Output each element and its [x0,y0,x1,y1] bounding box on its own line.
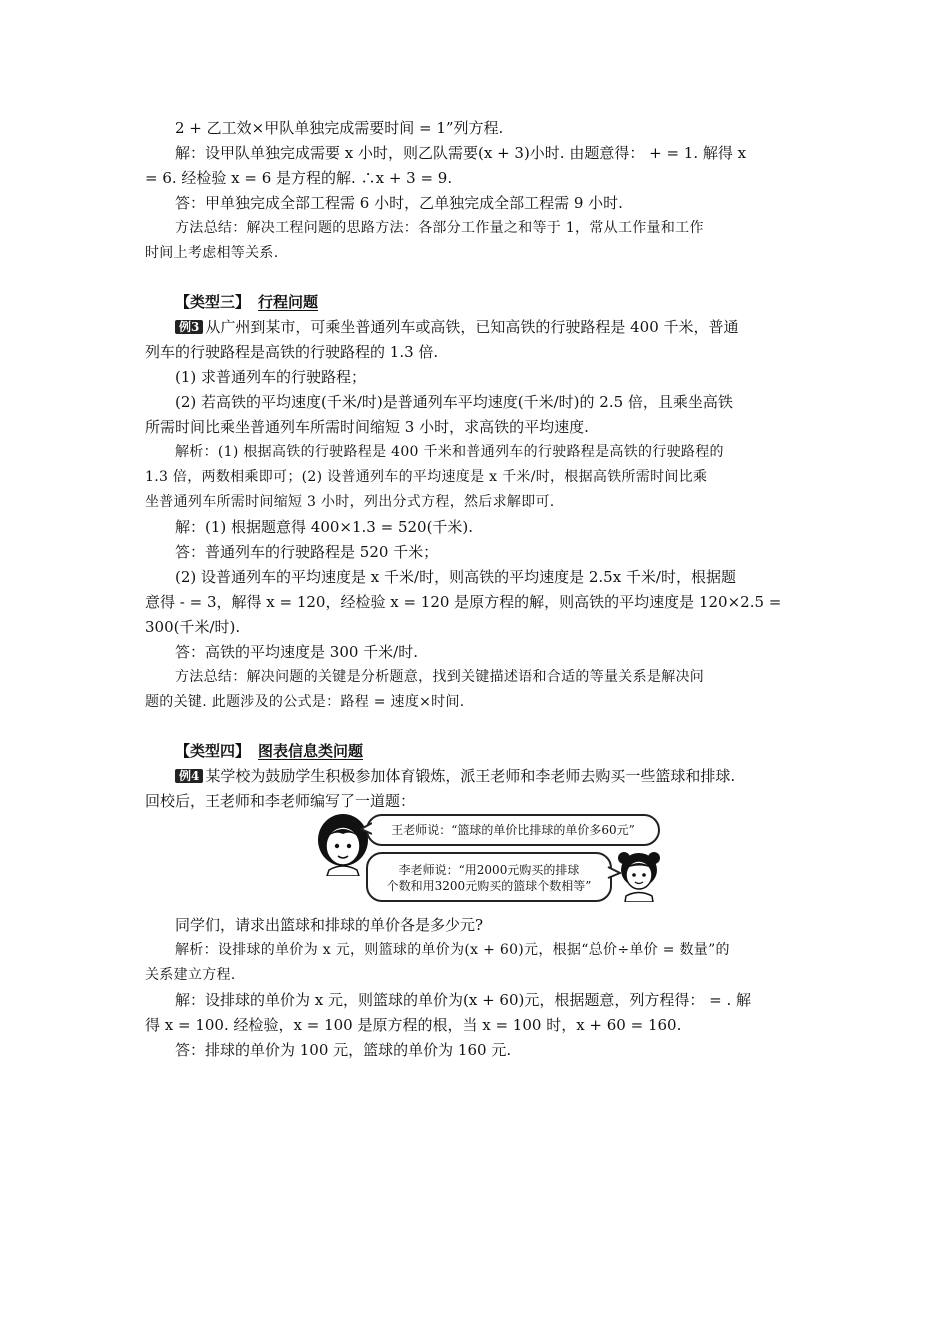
bubble-text: 个数和用3200元购买的篮球个数相等” [386,879,592,893]
analysis-line: 解析：设排球的单价为 x 元，则篮球的单价为(x + 60)元，根据“总价÷单价 = 数量”的 [175,942,730,958]
solution-line: 解：设排球的单价为 x 元，则篮球的单价为(x + 60)元，根据题意，列方程得： = . 解 [175,991,751,1009]
section-bracket: 【类型四】 [175,742,251,760]
method-summary: 方法总结：解决问题的关键是分析题意，找到关键描述语和合适的等量关系是解决问 [175,669,705,685]
section-heading-4 [175,741,840,761]
speech-bubble-wang [366,814,660,846]
solution-line: 答：高铁的平均速度是 300 千米/时. [175,643,418,661]
analysis-line: 1.3 倍，两数相乘即可；(2) 设普通列车的平均速度是 x 千米/时，根据高铁所需时间比乘 [145,469,708,485]
solution-line: 答：普通列车的行驶路程是 520 千米； [175,543,439,561]
text-line: = 6. 经检验 x = 6 是方程的解. ∴x + 3 = 9. [145,169,453,187]
method-summary: 时间上考虑相等关系. [145,245,279,261]
question-line [175,766,840,786]
question-text: 某学校为鼓励学生积极参加体育锻炼，派王老师和李老师去购买一些篮球和排球. [205,767,736,785]
solution-line: (2) 设普通列车的平均速度是 x 千米/时，则高铁的平均速度是 2.5x 千米/时，根据题 [175,568,736,586]
section-title: 图表信息类问题 [258,742,364,760]
solution-line: 答：排球的单价为 100 元，篮球的单价为 160 元. [175,1041,512,1059]
solution-line: 解：(1) 根据题意得 400×1.3 = 520(千米). [175,518,474,536]
text-line: 解：设甲队单独完成需要 x 小时，则乙队需要(x + 3)小时. 由题意得： + = 1. 解得 x [175,144,747,162]
section-bracket: 【类型三】 [175,293,251,311]
question-text: 从广州到某市，可乘坐普通列车或高铁，已知高铁的行驶路程是 400 千米，普通 [205,318,739,336]
text-line: 答：甲单独完成全部工程需 6 小时，乙单独完成全部工程需 9 小时. [175,194,623,212]
section-heading-3 [175,292,840,312]
question-line: 所需时间比乘坐普通列车所需时间缩短 3 小时，求高铁的平均速度. [145,418,589,436]
solution-line: 300(千米/时). [145,618,241,636]
bubble-text: 李老师说：“用2000元购买的排球 [398,863,580,877]
analysis-line: 关系建立方程. [145,967,236,983]
analysis-line: 坐普通列车所需时间缩短 3 小时，列出分式方程，然后求解即可. [145,494,555,510]
question-line: (1) 求普通列车的行驶路程； [175,368,367,386]
bubble-tail [360,822,372,836]
analysis-line: 解析：(1) 根据高铁的行驶路程是 400 千米和普通列车的行驶路程是高铁的行驶路程的 [175,444,724,460]
section-title: 行程问题 [258,293,319,311]
text-line: 2 + 乙工效×甲队单独完成需要时间 = 1”列方程. [175,119,504,137]
question-line: 列车的行驶路程是高铁的行驶路程的 1.3 倍. [145,343,439,361]
method-summary: 题的关键. 此题涉及的公式是：路程 = 速度×时间. [145,694,465,710]
question-line: (2) 若高铁的平均速度(千米/时)是普通列车平均速度(千米/时)的 2.5 倍，且乘坐高铁 [175,393,733,411]
solution-line: 意得 - = 3，解得 x = 120，经检验 x = 120 是原方程的解，则高铁的平均速度是 120×2.5 = [145,593,782,611]
question-line [175,317,840,337]
example-badge: 例3 [175,320,203,334]
speech-bubble-li [366,852,612,902]
teacher-li-illustration [616,848,662,902]
question-line: 同学们，请求出篮球和排球的单价各是多少元? [175,916,484,934]
bubble-text: 王老师说：“篮球的单价比排球的单价多60元” [391,823,635,837]
solution-line: 得 x = 100. 经检验，x = 100 是原方程的根，当 x = 100 时，x + 60 = 160. [145,1016,682,1034]
question-line: 回校后，王老师和李老师编写了一道题： [145,792,416,810]
example-badge: 例4 [175,769,203,783]
method-summary: 方法总结：解决工程问题的思路方法：各部分工作量之和等于 1，常从工作量和工作 [175,220,704,236]
